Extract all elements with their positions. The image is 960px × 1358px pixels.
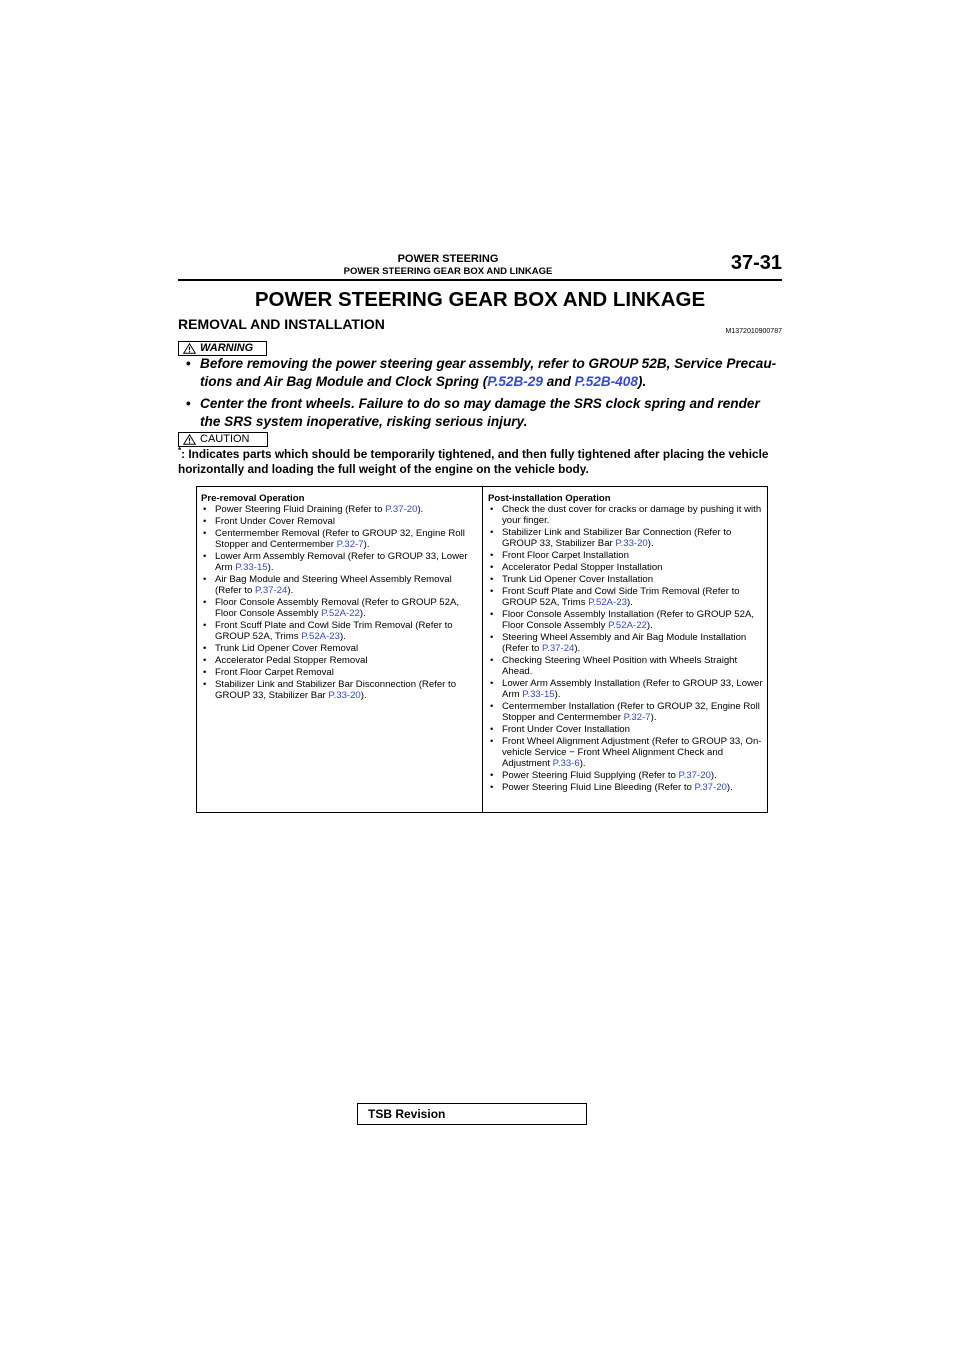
page-number: 37-31 bbox=[730, 252, 782, 274]
post-installation-list bbox=[488, 504, 764, 793]
caution-note: *: Indicates parts which should be temporarily tightened, and then fully tightened after placing the vehicle horizontally and loading the full weight of the engine on the vehicle body. bbox=[178, 446, 769, 476]
warning-item: • Before removing the power steering gear assembly, refer to GROUP 52B, Service Precau-tions and Air Bag Module and Clock Spring (P.52B-29 and P.52B-408). bbox=[186, 355, 782, 391]
page-link[interactable]: P.52A-23 bbox=[588, 597, 627, 608]
list-item: • Stabilizer Link and Stabilizer Bar Connection (Refer to GROUP 33, Stabilizer Bar P.33-20). bbox=[488, 527, 764, 549]
warning-label: WARNING bbox=[200, 342, 254, 354]
list-item: • Centermember Installation (Refer to GROUP 32, Engine Roll Stopper and Centermember P.32-7). bbox=[488, 701, 764, 723]
list-item: • Floor Console Assembly Installation (Refer to GROUP 52A, Floor Console Assembly P.52A-22). bbox=[488, 609, 764, 631]
tsb-revision-label: TSB Revision bbox=[368, 1107, 446, 1121]
page-title: POWER STEERING GEAR BOX AND LINKAGE bbox=[254, 288, 706, 311]
page-link[interactable]: P.33-20 bbox=[615, 538, 648, 549]
warning-triangle-icon bbox=[183, 343, 196, 354]
list-item: • Checking Steering Wheel Position with Wheels Straight Ahead. bbox=[488, 655, 764, 677]
asterisk-marker: * bbox=[178, 446, 182, 456]
post-installation-column bbox=[488, 493, 764, 794]
list-item: • Front Floor Carpet Installation bbox=[488, 550, 764, 561]
page-link[interactable]: P.52A-23 bbox=[301, 631, 340, 642]
list-item: • Trunk Lid Opener Cover Installation bbox=[488, 574, 764, 585]
subsection-title: POWER STEERING GEAR BOX AND LINKAGE bbox=[343, 266, 553, 277]
list-item: • Front Under Cover Removal bbox=[201, 516, 478, 527]
page-link[interactable]: P.52B-29 bbox=[487, 374, 543, 389]
post-installation-heading: Post-installation Operation bbox=[488, 493, 611, 504]
page-link[interactable]: P.33-15 bbox=[235, 562, 268, 573]
list-item: • Stabilizer Link and Stabilizer Bar Disconnection (Refer to GROUP 33, Stabilizer Bar P.33-20). bbox=[201, 679, 478, 701]
page-link[interactable]: P.32-7 bbox=[623, 712, 651, 723]
list-item: • Centermember Removal (Refer to GROUP 32, Engine Roll Stopper and Centermember P.32-7). bbox=[201, 528, 478, 550]
pre-removal-list bbox=[201, 504, 478, 701]
list-item: • Accelerator Pedal Stopper Installation bbox=[488, 562, 764, 573]
list-item: • Trunk Lid Opener Cover Removal bbox=[201, 643, 478, 654]
list-item: • Front Wheel Alignment Adjustment (Refer to GROUP 33, On-vehicle Service − Front Wheel Alignment Check and Adjustment P.33-6). bbox=[488, 736, 764, 769]
list-item: • Floor Console Assembly Removal (Refer to GROUP 52A, Floor Console Assembly P.52A-22). bbox=[201, 597, 478, 619]
list-item: • Lower Arm Assembly Removal (Refer to GROUP 33, Lower Arm P.33-15). bbox=[201, 551, 478, 573]
page-link[interactable]: P.33-6 bbox=[552, 758, 580, 769]
list-item: • Lower Arm Assembly Installation (Refer to GROUP 33, Lower Arm P.33-15). bbox=[488, 678, 764, 700]
page-header bbox=[178, 251, 782, 281]
page-link[interactable]: P.52A-22 bbox=[608, 620, 647, 631]
page-link[interactable]: P.37-20 bbox=[694, 782, 727, 793]
list-item: • Steering Wheel Assembly and Air Bag Module Installation (Refer to P.37-24). bbox=[488, 632, 764, 654]
caution-badge bbox=[178, 432, 268, 447]
caution-triangle-icon bbox=[183, 434, 196, 445]
list-item: • Power Steering Fluid Supplying (Refer to P.37-20). bbox=[488, 770, 764, 781]
page-link[interactable]: P.33-15 bbox=[522, 689, 555, 700]
pre-removal-heading: Pre-removal Operation bbox=[201, 493, 305, 504]
page-link[interactable]: P.37-20 bbox=[678, 770, 711, 781]
page-link[interactable]: P.37-24 bbox=[255, 585, 288, 596]
warning-item: • Center the front wheels. Failure to do so may damage the SRS clock spring and render the SRS system inoperative, risking serious injury. bbox=[186, 395, 782, 431]
list-item: • Power Steering Fluid Draining (Refer to P.37-20). bbox=[201, 504, 478, 515]
warning-badge bbox=[178, 341, 267, 356]
list-item: • Front Scuff Plate and Cowl Side Trim Removal (Refer to GROUP 52A, Trims P.52A-23). bbox=[201, 620, 478, 642]
column-divider bbox=[482, 487, 483, 812]
list-item: • Front Scuff Plate and Cowl Side Trim Removal (Refer to GROUP 52A, Trims P.52A-23). bbox=[488, 586, 764, 608]
section-title: POWER STEERING bbox=[397, 253, 499, 265]
list-item: • Power Steering Fluid Line Bleeding (Refer to P.37-20). bbox=[488, 782, 764, 793]
caution-label: CAUTION bbox=[200, 433, 250, 445]
list-item: • Accelerator Pedal Stopper Removal bbox=[201, 655, 478, 666]
page-link[interactable]: P.52A-22 bbox=[321, 608, 360, 619]
list-item: • Front Floor Carpet Removal bbox=[201, 667, 478, 678]
pre-removal-column bbox=[201, 493, 478, 702]
warning-list bbox=[186, 355, 782, 435]
document-id: M1372010900787 bbox=[725, 328, 782, 335]
section-heading: REMOVAL AND INSTALLATION bbox=[178, 316, 385, 332]
page-link[interactable]: P.52B-408 bbox=[574, 374, 638, 389]
list-item: • Front Under Cover Installation bbox=[488, 724, 764, 735]
operations-table bbox=[196, 486, 768, 813]
list-item: • Check the dust cover for cracks or damage by pushing it with your finger. bbox=[488, 504, 764, 526]
page-link[interactable]: P.37-20 bbox=[385, 504, 418, 515]
page-link[interactable]: P.33-20 bbox=[328, 690, 361, 701]
tsb-revision-box bbox=[357, 1103, 587, 1125]
list-item: • Air Bag Module and Steering Wheel Assembly Removal (Refer to P.37-24). bbox=[201, 574, 478, 596]
page-link[interactable]: P.32-7 bbox=[336, 539, 364, 550]
page-link[interactable]: P.37-24 bbox=[542, 643, 575, 654]
